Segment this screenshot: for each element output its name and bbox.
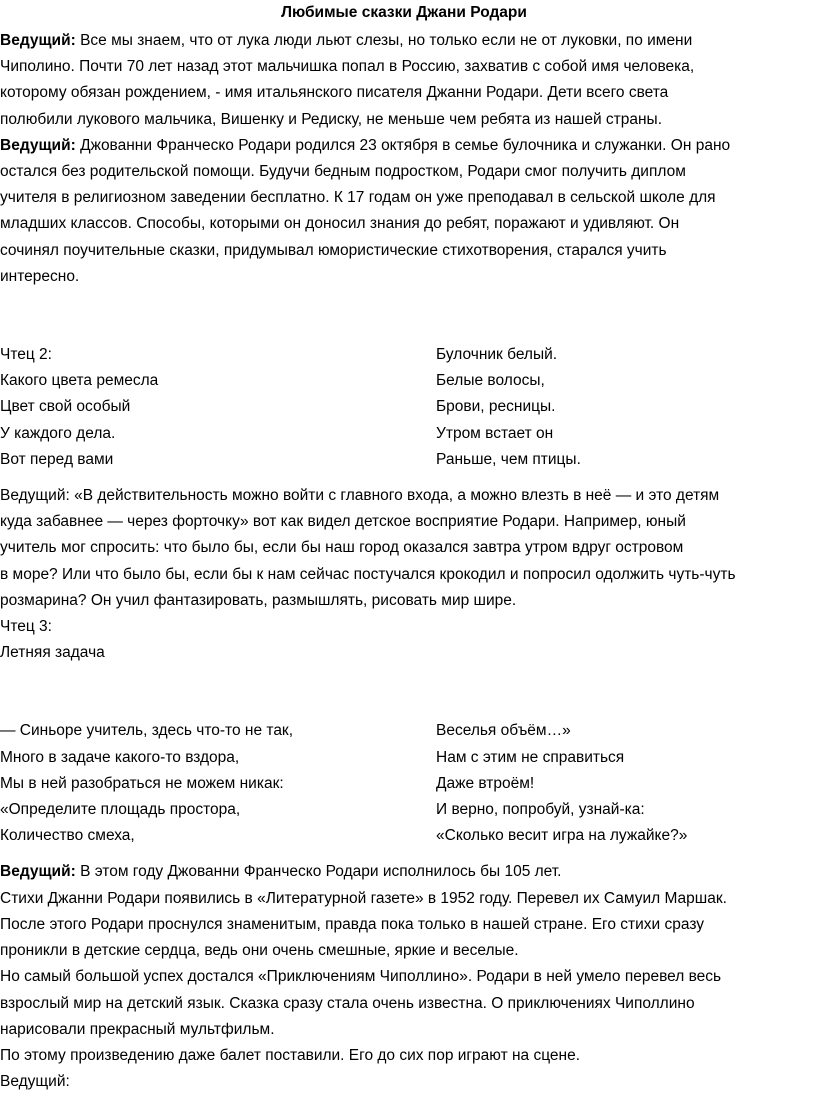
verse-line: Цвет свой особый [0,398,131,416]
verse-line: Мы в ней разобраться не можем никак: [0,774,284,792]
document-title: Любимые сказки Джани Родари [281,4,527,21]
paragraph-line: учителя в религиозном заведении бесплатно. К 17 годам он уже преподавал в сельской школе для [0,189,716,207]
verse-line: Нам с этим не справиться [436,748,625,766]
reader-label: Чтец 3: [0,618,52,636]
paragraph-line: в море? Или что было бы, если бы к нам сейчас постучался крокодил и попросил одолжить чуть-чуть [0,565,736,583]
verse-line: Брови, ресницы. [436,398,556,416]
paragraph-line: Ведущий: [0,1073,70,1091]
paragraph-line: интересно. [0,267,80,285]
verse-line: — Синьоре учитель, здесь что-то не так, [0,722,294,740]
final-paragraph [0,859,808,1095]
verse-line: И верно, попробуй, узнай-ка: [436,801,645,819]
verse-line: Утром встает он [436,424,554,442]
paragraph-line: По этому произведению даже балет поставили. Его до сих пор играют на сцене. [0,1046,581,1064]
paragraph-line: Но самый большой успех достался «Приключениям Чиполлино». Родари в ней умело перевел весь [0,968,722,986]
paragraph-line: Чиполино. Почти 70 лет назад этот мальчишка попал в Россию, захватив с собой имя человека, [0,58,695,76]
speaker-label: Ведущий: [0,136,76,154]
paragraph-line: Стихи Джанни Родари появились в «Литературной газете» в 1952 году. Перевел их Самуил Маршак. [0,889,727,907]
intro-paragraph [0,28,808,133]
verse-line: Какого цвета ремесла [0,372,159,390]
paragraph-line: Ведущий: В этом году Джованни Франческо Родари исполнилось бы 105 лет. [0,863,562,881]
verse-line: У каждого дела. [0,424,116,442]
paragraph-line: взрослый мир на детский язык. Сказка сразу стала очень известна. О приключениях Чиполлино [0,994,695,1012]
verse-line: Даже втроём! [436,774,535,792]
paragraph-line: проникли в детские сердца, ведь они очень смешные, яркие и веселые. [0,942,519,960]
paragraph-line: сочинял поучительные сказки, придумывал юмористические стихотворения, старался учить [0,241,667,259]
verse-line: Булочник белый. [436,346,558,364]
verse-line: Вот перед вами [0,450,114,468]
paragraph-line: младших классов. Способы, которыми он доносил знания до ребят, поражают и удивляют. Он [0,215,680,233]
speaker-label: Ведущий: [0,863,76,881]
verse-block-2 [0,718,808,849]
verse-block-1 [0,342,808,473]
paragraph-line: розмарина? Он учил фантазировать, размышлять, рисовать мир шире. [0,591,517,609]
verse-line: Веселья объём…» [436,722,571,740]
bio-paragraph [0,133,808,290]
verse-line: Много в задаче какого-то вздора, [0,748,240,766]
paragraph-line: которому обязан рождением, - имя итальянского писателя Джанни Родари. Дети всего света [0,84,669,102]
verse-left-column [0,718,436,849]
paragraph-line: После этого Родари проснулся знаменитым, правда пока только в нашей стране. Его стихи сразу [0,915,705,933]
paragraph-line: полюбили лукового мальчика, Вишенку и Редиску, не меньше чем ребята из нашей страны. [0,110,663,128]
paragraph-line: остался без родительской помощи. Будучи бедным подростком, Родари смог получить диплом [0,163,686,181]
verse-right-column [436,342,808,473]
verse-line: Раньше, чем птицы. [436,450,581,468]
verse-line: Чтец 2: [0,346,52,364]
verse-line: Количество смеха, [0,827,135,845]
paragraph-line: Ведущий: «В действительность можно войти с главного входа, а можно влезть в неё — и это детям [0,487,720,505]
paragraph-line: куда забавнее — через форточку» вот как видел детское восприятие Родари. Например, юный [0,513,686,531]
verse-line: «Определите площадь простора, [0,801,241,819]
paragraph-line: нарисовали прекрасный мультфильм. [0,1020,275,1038]
paragraph-line: Ведущий: Все мы знаем, что от лука люди льют слезы, но только если не от луковки, по имени [0,32,693,49]
paragraph-line: учитель мог спросить: что было бы, если бы наш город оказался завтра утром вдруг островом [0,539,684,557]
verse-right-column [436,718,808,849]
host-paragraph-2 [0,483,808,666]
verse-line: Белые волосы, [436,372,545,390]
verse-left-column [0,342,436,473]
verse-line: «Сколько весит игра на лужайке?» [436,827,688,845]
paragraph-line: Ведущий: Джованни Франческо Родари родился 23 октября в семье булочника и служанки. Он рано [0,136,731,154]
poem-title: Летняя задача [0,644,105,662]
speaker-label: Ведущий: [0,32,76,49]
